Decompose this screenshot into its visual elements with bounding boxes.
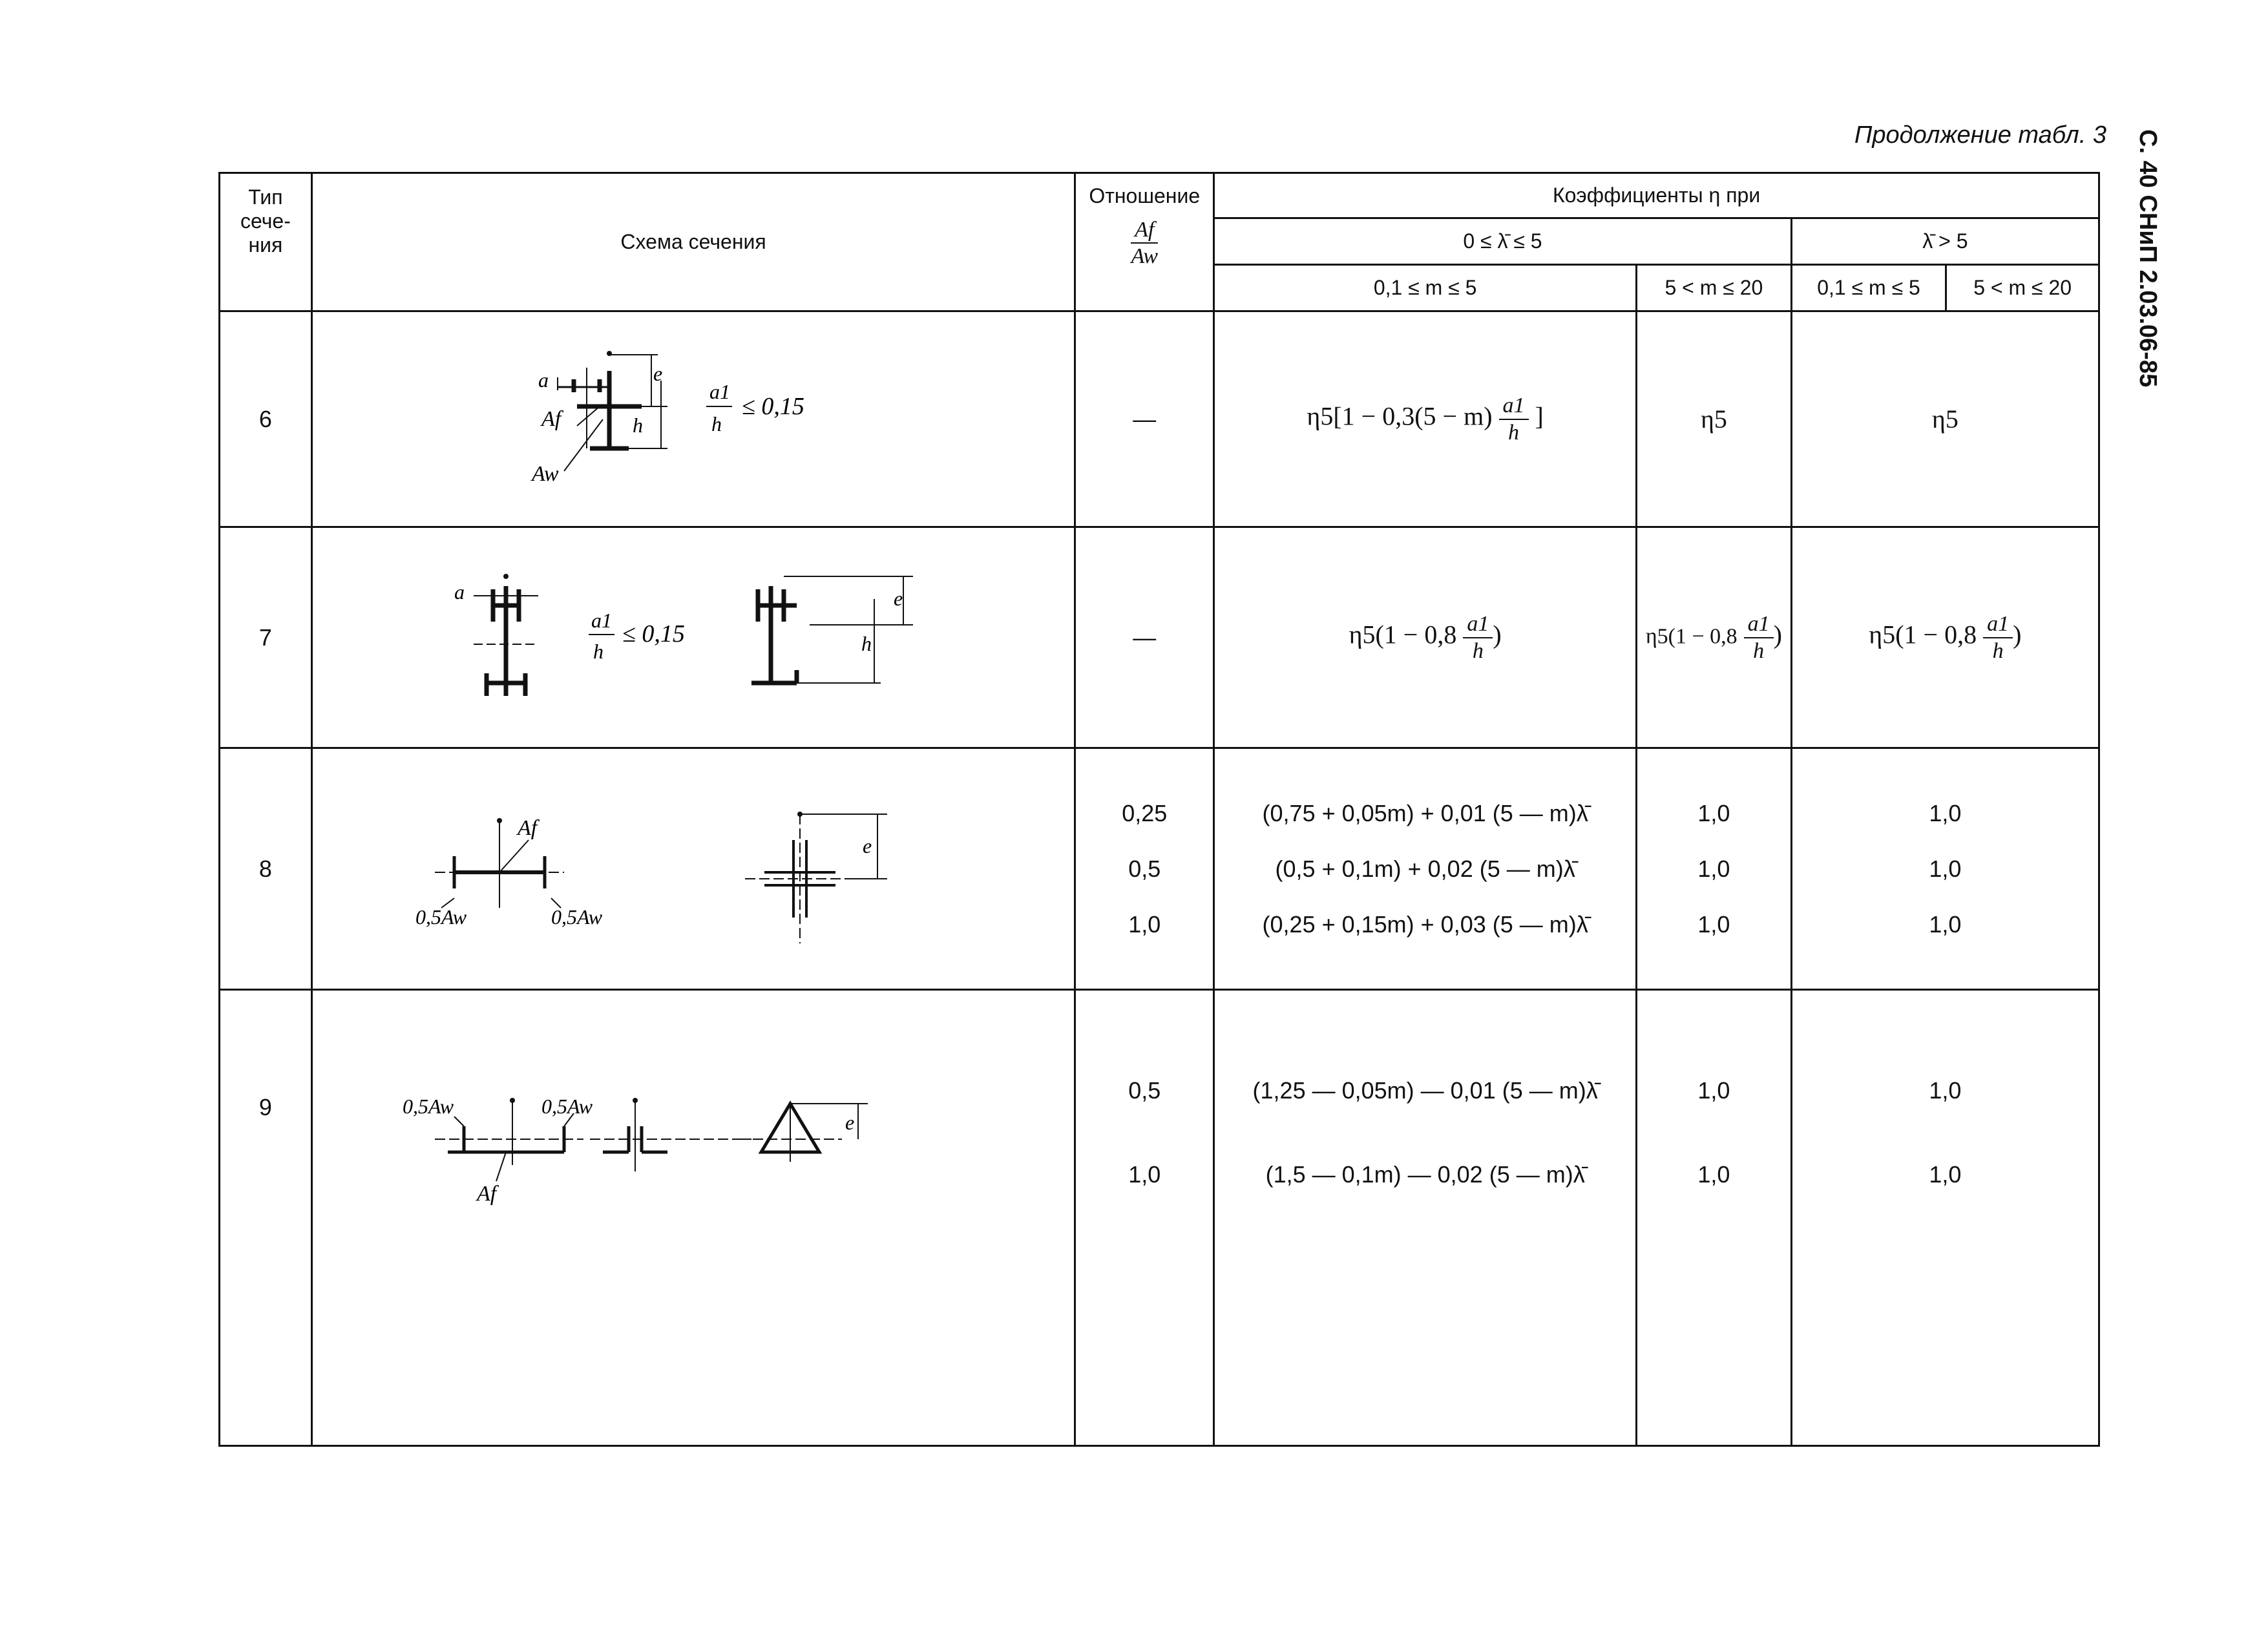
svg-text:h: h — [861, 631, 872, 655]
coefficients-table — [218, 172, 2100, 1447]
svg-text:e: e — [653, 361, 663, 385]
row-ratio: 0,5 1,0 — [1075, 990, 1214, 1446]
header-scheme: Схема сечения — [311, 173, 1075, 311]
coef-cell-2: 1,0 1,0 1,0 — [1637, 748, 1792, 990]
label-e: e — [863, 834, 872, 857]
svg-text:e: e — [894, 586, 903, 610]
section-scheme-7 — [311, 527, 1075, 748]
header-ratio-fraction — [1131, 217, 1158, 269]
row-type: 6 — [220, 311, 312, 527]
coef-text: η5[1 − 0,3(5 − m) — [1307, 402, 1493, 432]
header-type: Тип сече- ния — [220, 173, 312, 311]
ratio-denominator: Aw — [1131, 244, 1159, 269]
coef-cell-2: 1,0 1,0 — [1637, 990, 1792, 1446]
ratio-numerator: Af — [1131, 217, 1158, 244]
coef-cell-3: 1,0 1,0 1,0 — [1791, 748, 2099, 990]
svg-text:a: a — [538, 368, 549, 392]
label-af: Af — [541, 406, 562, 431]
label-aw-left: 0,5Aw — [415, 905, 467, 929]
condition-numerator: a1 — [709, 379, 731, 403]
coef-cell-2: η5 — [1637, 311, 1792, 527]
section-scheme-6 — [311, 311, 1075, 527]
label-aw-right: 0,5Aw — [551, 905, 603, 929]
header-ratio — [1075, 173, 1214, 311]
table-row — [220, 311, 2099, 527]
header-m2: 5 < m ≤ 20 — [1637, 265, 1792, 311]
header-m4: 5 < m ≤ 20 — [1946, 265, 2099, 311]
row-type: 8 — [220, 748, 312, 990]
coef-fraction: $\frac{a1}{h}$ — [1499, 393, 1529, 445]
row-ratio: 0,25 0,5 1,0 — [1075, 748, 1214, 990]
header-range1: 0 ≤ λ̄ ≤ 5 — [1214, 218, 1792, 265]
coef-cell-3: η5 — [1791, 311, 2099, 527]
coef-cell-3: 1,0 1,0 — [1791, 990, 2099, 1446]
label-aw-left: 0,5Aw — [403, 1095, 454, 1118]
table-row — [220, 748, 2099, 990]
section-scheme-8 — [311, 748, 1075, 990]
header-range2: λ̄ > 5 — [1791, 218, 2099, 265]
header-coefficients: Коэффициенты η при — [1214, 173, 2099, 218]
table-row — [220, 990, 2099, 1446]
coef-cell-3: η5(1 − 0,8 $\frac{a1}{h}$ ) — [1791, 527, 2099, 748]
coef-cell-1: η5(1 − 0,8 $\frac{a1}{h}$ ) — [1214, 527, 1637, 748]
row-ratio: — — [1075, 527, 1214, 748]
header-m3: 0,1 ≤ m ≤ 5 — [1791, 265, 1946, 311]
condition-denominator: h — [711, 412, 722, 436]
svg-text:h: h — [633, 413, 644, 437]
coef-cell-1: η5[1 − 0,3(5 − m) $\frac{a1}{h}$ ] — [1214, 311, 1637, 527]
section-scheme-9 — [311, 990, 1075, 1446]
label-af: Af — [518, 815, 538, 840]
table-caption: Продолжение табл. 3 — [1854, 121, 2106, 149]
label-e: e — [845, 1111, 855, 1134]
page-side-label: С. 40 СНиП 2.03.06-85 — [2134, 129, 2161, 388]
row-ratio: — — [1075, 311, 1214, 527]
condition-numerator: a1 — [591, 608, 613, 632]
condition-text: ≤ 0,15 — [742, 392, 804, 420]
svg-text:a: a — [454, 580, 465, 604]
coef-cell-2: η5(1 − 0,8 $\frac{a1}{h}$ ) — [1637, 527, 1792, 748]
condition-denominator: h — [593, 639, 604, 663]
coef-cell-1: (1,25 — 0,05m) — 0,01 (5 — m)λ̄ (1,5 — 0,1m) — 0,02 (5 — m)λ̄ — [1214, 990, 1637, 1446]
table-row — [220, 527, 2099, 748]
section-scheme-7-diagram — [448, 560, 939, 715]
label-af: Af — [477, 1182, 497, 1206]
row-type: 9 — [220, 990, 312, 1446]
section-scheme-9-diagram — [403, 1075, 984, 1223]
row-type: 7 — [220, 527, 312, 748]
condition-text: ≤ 0,15 — [622, 620, 685, 647]
section-scheme-8-diagram — [415, 795, 971, 943]
header-ratio-label: Отношение — [1089, 184, 1201, 207]
coef-cell-1: (0,75 + 0,05m) + 0,01 (5 — m)λ̄ (0,5 + 0,1m) + 0,02 (5 — m)λ̄ (0,25 + 0,15m) + 0,03 (5 — m)λ̄ — [1214, 748, 1637, 990]
label-aw-right: 0,5Aw — [541, 1095, 593, 1118]
label-aw: Aw — [532, 461, 559, 486]
section-scheme-6-diagram — [512, 342, 874, 497]
header-m1: 0,1 ≤ m ≤ 5 — [1214, 265, 1637, 311]
